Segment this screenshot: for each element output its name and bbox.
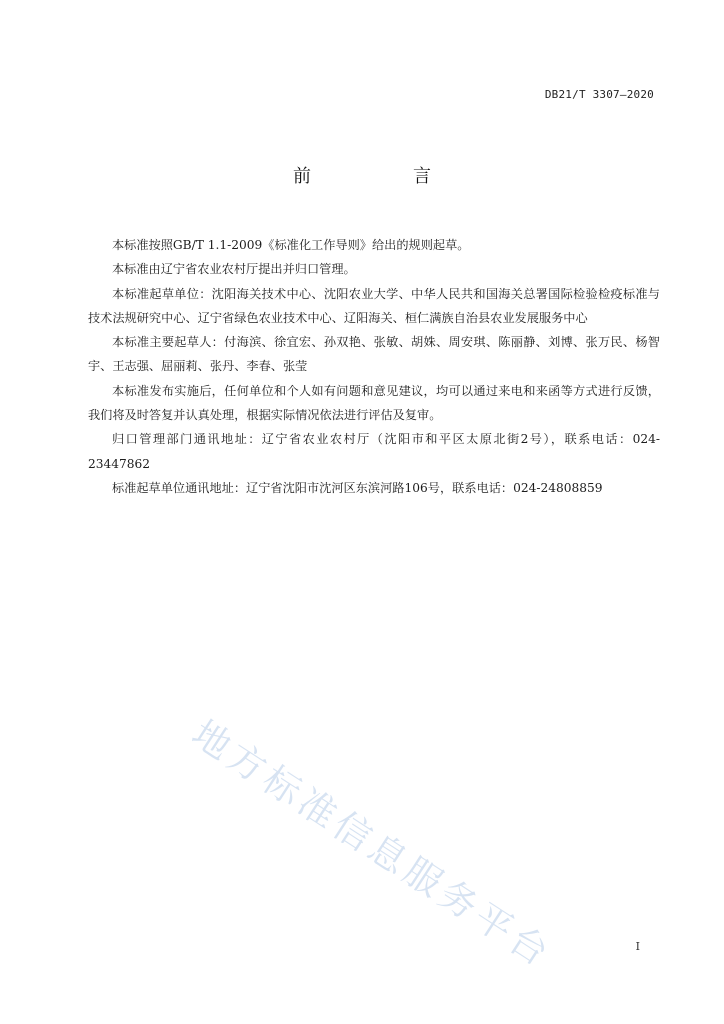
paragraph-feedback: 本标准发布实施后，任何单位和个人如有问题和意见建议，均可以通过来电和来函等方式进行反馈，我们将及时答复并认真处理，根据实际情况依法进行评估及复审。 — [88, 383, 660, 423]
paragraph-drafting-unit-address: 标准起草单位通讯地址：辽宁省沈阳市沈河区东滨河路106号，联系电话：024-24808859 — [112, 480, 603, 495]
page-title: 前 言 — [293, 166, 473, 187]
paragraph-drafting-rules: 本标准按照GB/T 1.1-2009《标准化工作导则》给出的规则起草。 — [112, 238, 470, 252]
page-number: I — [635, 940, 640, 953]
foreword-body — [88, 233, 660, 500]
paragraph-main-drafters: 本标准主要起草人：付海滨、徐宜宏、孙双艳、张敏、胡姝、周安琪、陈丽静、刘博、张万民、杨智宇、王志强、屈丽莉、张丹、李春、张莹 — [88, 335, 660, 374]
paragraph-drafting-units: 本标准起草单位：沈阳海关技术中心、沈阳农业大学、中华人民共和国海关总署国际检验检疫标准与技术法规研究中心、辽宁省绿色农业技术中心、辽阳海关、桓仁满族自治县农业发展服务中心 — [88, 286, 660, 325]
standard-code: DB21/T 3307—2020 — [544, 88, 654, 101]
paragraph-proposer: 本标准由辽宁省农业农村厅提出并归口管理。 — [112, 262, 356, 277]
paragraph-management-address: 归口管理部门通讯地址：辽宁省农业农村厅（沈阳市和平区太原北街2号），联系电话：024-23447862 — [88, 432, 660, 471]
watermark-text: 地方标准信息服务平台 — [184, 711, 561, 977]
